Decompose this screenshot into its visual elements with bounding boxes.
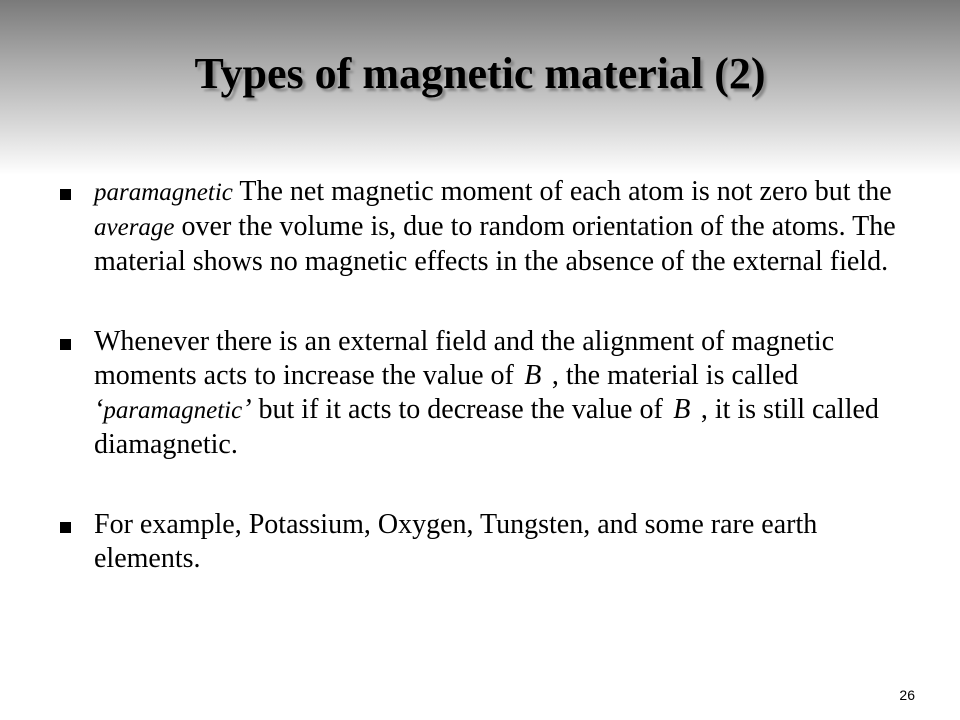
bullet-text: over the volume is, due to random orientation of the atoms. The material shows no magnetic effects in the absence of the external field. (94, 211, 896, 277)
square-bullet-icon (60, 522, 71, 533)
page-number: 26 (899, 687, 915, 703)
bullet-text: For example, Potassium, Oxygen, Tungsten, and some rare earth elements. (94, 509, 818, 574)
symbol-b-field: B (673, 394, 691, 425)
bullet-list (60, 175, 900, 576)
square-bullet-icon (60, 189, 71, 200)
close-quote: ’ (242, 394, 252, 425)
bullet-item-examples (60, 508, 900, 576)
symbol-b-field: B (524, 360, 542, 391)
open-quote: ‘ (94, 394, 104, 425)
bullet-text: , the material is called (544, 360, 799, 391)
emphasis-average: average (94, 214, 175, 241)
bullet-text: The net magnetic moment of each atom is not zero but the (232, 176, 892, 207)
bullet-item-external-field (60, 325, 900, 462)
bullet-text: , it is still called diamagnetic. (94, 394, 879, 460)
bullet-text: but if it acts to decrease the value of (251, 394, 670, 425)
bullet-item-paramagnetic-definition (60, 175, 900, 279)
square-bullet-icon (60, 339, 71, 350)
term-paramagnetic: paramagnetic (103, 397, 243, 424)
bullet-text: Whenever there is an external field and the alignment of magnetic moments acts to increase the value of (94, 326, 835, 391)
term-paramagnetic: paramagnetic (94, 179, 233, 206)
slide-title: Types of magnetic material (2) (194, 49, 766, 98)
